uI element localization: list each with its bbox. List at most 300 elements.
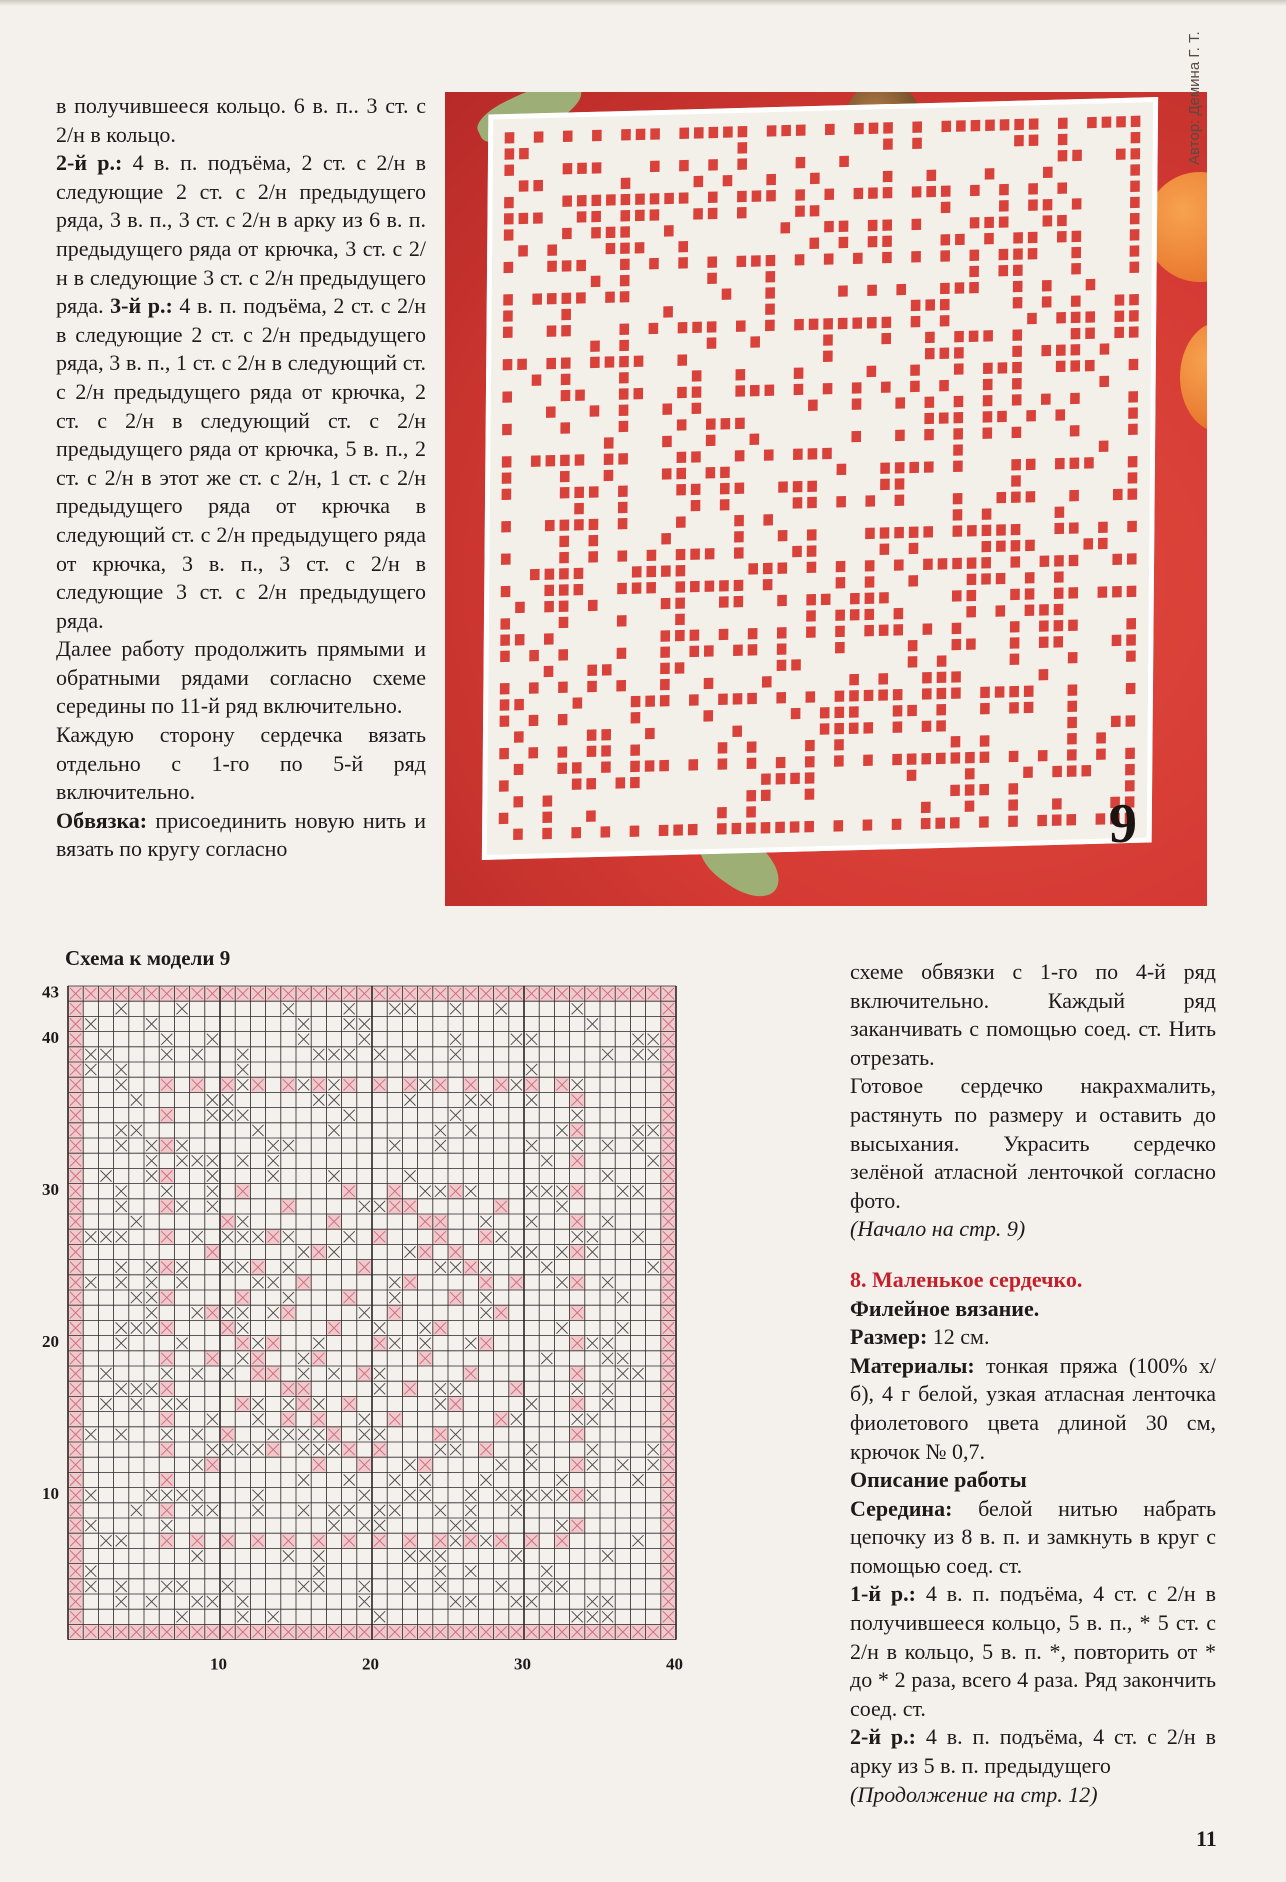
doily-block xyxy=(823,383,833,394)
doily-block xyxy=(938,558,948,569)
doily-block xyxy=(1129,294,1139,305)
doily-block xyxy=(737,191,747,202)
doily-block xyxy=(1130,197,1140,208)
cross-mark xyxy=(192,1459,203,1470)
cross-mark xyxy=(161,1520,172,1531)
doily-block xyxy=(764,449,774,460)
doily-block xyxy=(765,287,775,298)
doily-block xyxy=(761,773,771,784)
doily-block xyxy=(747,741,757,752)
doily-block xyxy=(996,573,1006,584)
cross-mark xyxy=(85,1429,96,1440)
doily-block xyxy=(882,317,892,328)
doily-block xyxy=(995,686,1005,697)
cross-mark xyxy=(100,1170,111,1181)
doily-block xyxy=(591,211,601,222)
doily-block xyxy=(967,574,977,585)
doily-block xyxy=(1096,813,1106,824)
cross-mark xyxy=(207,1201,218,1212)
doily-block xyxy=(660,630,670,641)
doily-block xyxy=(956,120,966,131)
doily-block xyxy=(881,333,891,344)
doily-block xyxy=(1071,344,1081,355)
cross-mark xyxy=(237,1596,248,1607)
cross-mark xyxy=(572,1414,583,1425)
doily-block xyxy=(852,317,862,328)
row2-value: 4 в. п. подъёма, 4 ст. с 2/н в арку из 5 в. п. предыдущего xyxy=(850,1724,1216,1779)
doily-block xyxy=(574,568,584,579)
doily-block xyxy=(691,451,701,462)
x-tick-label: 10 xyxy=(210,1654,227,1674)
doily-block xyxy=(1013,232,1023,243)
doily-block xyxy=(737,256,747,267)
cross-mark xyxy=(192,1550,203,1561)
cross-mark xyxy=(648,1125,659,1136)
doily-block xyxy=(559,617,569,628)
doily-block xyxy=(895,462,905,473)
doily-block xyxy=(518,245,528,256)
cross-mark xyxy=(298,1368,309,1379)
doily-block xyxy=(1029,135,1039,146)
doily-block xyxy=(939,348,949,359)
cross-mark xyxy=(435,1186,446,1197)
doily-block xyxy=(618,486,628,497)
cross-mark xyxy=(131,1398,142,1409)
cross-mark xyxy=(298,1444,309,1455)
doily-block xyxy=(1052,766,1062,777)
doily-block xyxy=(679,192,689,203)
doily-block xyxy=(619,356,629,367)
cross-mark xyxy=(632,1140,643,1151)
row2-label: 2-й р.: xyxy=(850,1724,916,1750)
doily-block xyxy=(1013,297,1023,308)
cross-mark xyxy=(252,1338,263,1349)
doily-block xyxy=(664,193,674,204)
doily-block xyxy=(503,327,513,338)
cross-mark xyxy=(374,1049,385,1060)
doily-block xyxy=(836,496,846,507)
cross-mark xyxy=(541,1353,552,1364)
cross-mark xyxy=(116,1231,127,1242)
doily-block xyxy=(720,499,730,510)
doily-block xyxy=(1014,135,1024,146)
cross-mark xyxy=(587,1414,598,1425)
cross-mark xyxy=(617,1353,628,1364)
doily-block xyxy=(793,481,803,492)
doily-block xyxy=(925,299,935,310)
cross-mark xyxy=(268,1277,279,1288)
doily-block xyxy=(878,673,888,684)
cross-mark xyxy=(587,1231,598,1242)
cross-mark xyxy=(465,1490,476,1501)
cross-mark xyxy=(587,1611,598,1622)
doily-block xyxy=(734,580,744,591)
doily-block xyxy=(576,260,586,271)
doily-block xyxy=(577,211,587,222)
doily-block xyxy=(1025,540,1035,551)
doily-block xyxy=(588,535,598,546)
cross-mark xyxy=(268,1170,279,1181)
paragraph: Готовое сердечко накрахмалить, растянуть по размеру и оставить до высыхания. Украсить сердечко зелёной атласной ленточкой согласно фото. xyxy=(850,1073,1216,1213)
doily-block xyxy=(985,119,995,130)
doily-block xyxy=(544,585,554,596)
doily-block xyxy=(970,185,980,196)
doily-block xyxy=(1041,345,1051,356)
doily-block xyxy=(941,185,951,196)
doily-block xyxy=(604,454,614,465)
doily-block xyxy=(576,292,586,303)
cross-mark xyxy=(207,1170,218,1181)
doily-block xyxy=(1112,635,1122,646)
doily-block xyxy=(1129,310,1139,321)
cross-mark xyxy=(359,1307,370,1318)
doily-block xyxy=(912,121,922,132)
doily-block xyxy=(499,748,509,759)
doily-block xyxy=(895,430,905,441)
doily-block xyxy=(719,596,729,607)
doily-block xyxy=(761,790,771,801)
doily-block xyxy=(1027,313,1037,324)
doily-block xyxy=(559,536,569,547)
cross-mark xyxy=(511,1414,522,1425)
doily-block xyxy=(1096,732,1106,743)
cross-mark xyxy=(617,1292,628,1303)
cross-mark xyxy=(146,1277,157,1288)
doily-block xyxy=(631,696,641,707)
doily-block xyxy=(504,262,514,273)
cross-mark xyxy=(268,1155,279,1166)
cross-mark xyxy=(632,1034,643,1045)
doily-block xyxy=(865,560,875,571)
doily-block xyxy=(692,370,702,381)
cross-mark xyxy=(328,1049,339,1060)
doily-block xyxy=(910,381,920,392)
doily-block xyxy=(763,563,773,574)
doily-block xyxy=(1066,814,1076,825)
doily-block xyxy=(969,331,979,342)
cross-mark xyxy=(526,1186,537,1197)
cross-mark xyxy=(617,1459,628,1470)
doily-block xyxy=(996,540,1006,551)
doily-block xyxy=(1129,359,1139,370)
doily-block xyxy=(836,577,846,588)
doily-block xyxy=(708,208,718,219)
doily-block xyxy=(996,492,1006,503)
doily-block xyxy=(633,388,643,399)
doily-block xyxy=(775,822,785,833)
doily-block xyxy=(1113,489,1123,500)
doily-block xyxy=(601,745,611,756)
cross-mark xyxy=(237,1216,248,1227)
doily-block xyxy=(590,405,600,416)
doily-block xyxy=(912,219,922,230)
doily-block xyxy=(748,563,758,574)
cross-mark xyxy=(283,1262,294,1273)
doily-block xyxy=(1071,247,1081,258)
cross-mark xyxy=(435,1383,446,1394)
cross-mark xyxy=(222,1262,233,1273)
cross-mark xyxy=(131,1292,142,1303)
doily-block xyxy=(1052,798,1062,809)
cross-mark xyxy=(526,1216,537,1227)
doily-block xyxy=(708,192,718,203)
doily-block xyxy=(907,770,917,781)
doily-block xyxy=(834,755,844,766)
doily-block xyxy=(863,755,873,766)
doily-block xyxy=(790,773,800,784)
cross-mark xyxy=(146,1307,157,1318)
cross-mark xyxy=(313,1094,324,1105)
doily-block xyxy=(620,275,630,286)
cross-mark xyxy=(465,1520,476,1531)
doily-block xyxy=(706,435,716,446)
doily-block xyxy=(1024,702,1034,713)
doily-block xyxy=(617,648,627,659)
cross-mark xyxy=(602,1611,613,1622)
doily-block xyxy=(1071,312,1081,323)
middle-label: Середина: xyxy=(850,1495,953,1521)
cross-mark xyxy=(465,1338,476,1349)
cross-mark xyxy=(298,1353,309,1364)
doily-block xyxy=(912,186,922,197)
doily-block xyxy=(1011,524,1021,535)
cross-mark xyxy=(146,1322,157,1333)
x-tick-label: 30 xyxy=(514,1654,531,1674)
doily-block xyxy=(605,356,615,367)
cross-mark xyxy=(283,1398,294,1409)
doily-block xyxy=(618,453,628,464)
cross-mark xyxy=(222,1307,233,1318)
doily-block xyxy=(766,255,776,266)
doily-block xyxy=(1126,715,1136,726)
doily-block xyxy=(1072,231,1082,242)
doily-block xyxy=(499,813,509,824)
doily-block xyxy=(630,777,640,788)
cross-mark xyxy=(526,1490,537,1501)
doily-block xyxy=(590,357,600,368)
doily-block xyxy=(982,427,992,438)
doily-block xyxy=(965,768,975,779)
cross-mark xyxy=(176,1201,187,1212)
doily-block xyxy=(980,703,990,714)
cross-mark xyxy=(359,1490,370,1501)
cross-mark xyxy=(389,1505,400,1516)
cross-mark xyxy=(146,1596,157,1607)
doily-block xyxy=(1129,262,1139,273)
cross-mark xyxy=(298,1018,309,1029)
cross-mark xyxy=(556,1322,567,1333)
doily-block xyxy=(1102,116,1112,127)
cross-mark xyxy=(116,1277,127,1288)
cross-mark xyxy=(222,1368,233,1379)
doily-block xyxy=(574,487,584,498)
doily-block xyxy=(763,579,773,590)
cross-mark xyxy=(237,1231,248,1242)
cross-mark xyxy=(283,1550,294,1561)
cross-mark xyxy=(374,1505,385,1516)
doily-block xyxy=(996,524,1006,535)
cross-mark xyxy=(602,1216,613,1227)
doily-block xyxy=(630,744,640,755)
doily-block xyxy=(630,761,640,772)
doily-block xyxy=(534,131,544,142)
doily-block xyxy=(634,356,644,367)
doily-block xyxy=(883,171,893,182)
middle-line xyxy=(850,1495,1216,1581)
schema-grid xyxy=(40,976,840,1796)
doily-block xyxy=(953,444,963,455)
doily-block xyxy=(883,187,893,198)
cross-mark xyxy=(359,1429,370,1440)
doily-block xyxy=(544,601,554,612)
doily-block xyxy=(808,448,818,459)
doily-block xyxy=(981,541,991,552)
doily-block xyxy=(574,503,584,514)
doily-block xyxy=(632,566,642,577)
cross-mark xyxy=(146,1170,157,1181)
doily-block xyxy=(807,529,817,540)
doily-block xyxy=(879,625,889,636)
cross-mark xyxy=(541,1155,552,1166)
doily-block xyxy=(1054,571,1064,582)
doily-block xyxy=(601,826,611,837)
doily-block xyxy=(776,692,786,703)
cross-mark xyxy=(85,1490,96,1501)
cross-mark xyxy=(450,1034,461,1045)
cross-mark xyxy=(359,1201,370,1212)
cross-mark xyxy=(496,1490,507,1501)
cross-mark xyxy=(328,1520,339,1531)
doily-block xyxy=(1130,229,1140,240)
doily-block xyxy=(911,300,921,311)
cross-mark xyxy=(161,1049,172,1060)
cross-mark xyxy=(435,1505,446,1516)
doily-block xyxy=(707,321,717,332)
doily-block xyxy=(864,609,874,620)
doily-block xyxy=(1043,199,1053,210)
doily-block xyxy=(822,448,832,459)
cross-mark xyxy=(192,1049,203,1060)
doily-block xyxy=(513,796,523,807)
materials-value: тонкая пряжа (100% х/б), 4 г белой, узкая атласная ленточка фиолетового цвета длиной 30 см, крючок № 0,7. xyxy=(850,1352,1216,1464)
doily-block xyxy=(559,600,569,611)
doily-block xyxy=(1085,311,1095,322)
doily-block xyxy=(514,699,524,710)
doily-block xyxy=(619,388,629,399)
cross-mark xyxy=(556,1201,567,1212)
cross-mark xyxy=(435,1398,446,1409)
doily-block xyxy=(809,319,819,330)
cross-mark xyxy=(176,1338,187,1349)
cross-mark xyxy=(161,1368,172,1379)
doily-block xyxy=(955,282,965,293)
model-number: 9 xyxy=(1109,793,1137,855)
doily-block xyxy=(734,547,744,558)
cross-mark xyxy=(602,1383,613,1394)
doily-block xyxy=(807,481,817,492)
doily-block xyxy=(592,162,602,173)
doily-block xyxy=(936,704,946,715)
doily-block xyxy=(621,129,631,140)
cross-mark xyxy=(313,1581,324,1592)
doily-block xyxy=(806,594,816,605)
doily-block xyxy=(1058,118,1068,129)
doily-block xyxy=(545,568,555,579)
doily-block xyxy=(1056,344,1066,355)
cross-mark xyxy=(161,1034,172,1045)
cross-mark xyxy=(283,1231,294,1242)
doily-block xyxy=(678,257,688,268)
y-tick-label: 30 xyxy=(42,1180,59,1199)
cross-mark xyxy=(85,1064,96,1075)
row-text: 4 в. п. подъёма, 2 ст. с 2/н в следующие 2 ст. с 2/н предыдущего ряда, 3 в. п., 1 ст. с 2/н в следующий ст. с 2/н предыдущего ряда от крючка, 2 ст. с 2/н в следующий ст. с 2/н предыдущего ряда от крючка, 5 в. п., 2 ст. с 2/н в этот же ст. с 2/н, 1 ст. с 2/н предыдущего ряда от крючка в следующий ст. с 2/н предыдущего ряда от крючка, 3 в. п., 3 ст. с 2/н в следующие 3 ст. с 2/н предыдущего ряда. xyxy=(56,293,427,633)
doily-block xyxy=(562,260,572,271)
doily-block xyxy=(1128,391,1138,402)
doily-block xyxy=(1128,424,1138,435)
cross-mark xyxy=(237,1444,248,1455)
doily-block xyxy=(808,400,818,411)
orange-decoration xyxy=(1180,322,1207,432)
doily-block xyxy=(1011,459,1021,470)
doily-block xyxy=(1011,491,1021,502)
doily-block xyxy=(604,470,614,481)
cross-mark xyxy=(176,1262,187,1273)
cross-mark xyxy=(465,1566,476,1577)
doily-block xyxy=(1028,199,1038,210)
cross-mark xyxy=(648,1459,659,1470)
doily-block xyxy=(894,559,904,570)
doily-block xyxy=(1053,636,1063,647)
cross-mark xyxy=(100,1368,111,1379)
doily-block xyxy=(1028,183,1038,194)
doily-block xyxy=(894,527,904,538)
doily-block xyxy=(504,164,514,175)
doily-block xyxy=(1125,764,1135,775)
doily-block xyxy=(502,472,512,483)
cross-mark xyxy=(404,1246,415,1257)
doily-block xyxy=(1100,343,1110,354)
doily-block xyxy=(1067,749,1077,760)
doily-block xyxy=(951,671,961,682)
doily-block xyxy=(1130,245,1140,256)
doily-block xyxy=(835,626,845,637)
cross-mark xyxy=(207,1505,218,1516)
doily-block xyxy=(805,740,815,751)
doily-block xyxy=(907,705,917,716)
doily-block xyxy=(563,163,573,174)
doily-block xyxy=(1012,378,1022,389)
cross-mark xyxy=(176,1277,187,1288)
cross-mark xyxy=(237,1307,248,1318)
doily-block xyxy=(659,825,669,836)
cross-mark xyxy=(450,1429,461,1440)
doily-block xyxy=(1127,553,1137,564)
doily-block xyxy=(940,299,950,310)
doily-block xyxy=(590,340,600,351)
doily-block xyxy=(849,723,859,734)
cross-mark xyxy=(404,1550,415,1561)
doily-block xyxy=(645,728,655,739)
doily-block xyxy=(1126,683,1136,694)
doily-block xyxy=(1039,604,1049,615)
cross-mark xyxy=(116,1201,127,1212)
doily-block xyxy=(820,723,830,734)
cross-mark xyxy=(389,1474,400,1485)
doily-block xyxy=(587,665,597,676)
cross-mark xyxy=(207,1110,218,1121)
doily-block xyxy=(703,710,713,721)
doily-block xyxy=(952,639,962,650)
